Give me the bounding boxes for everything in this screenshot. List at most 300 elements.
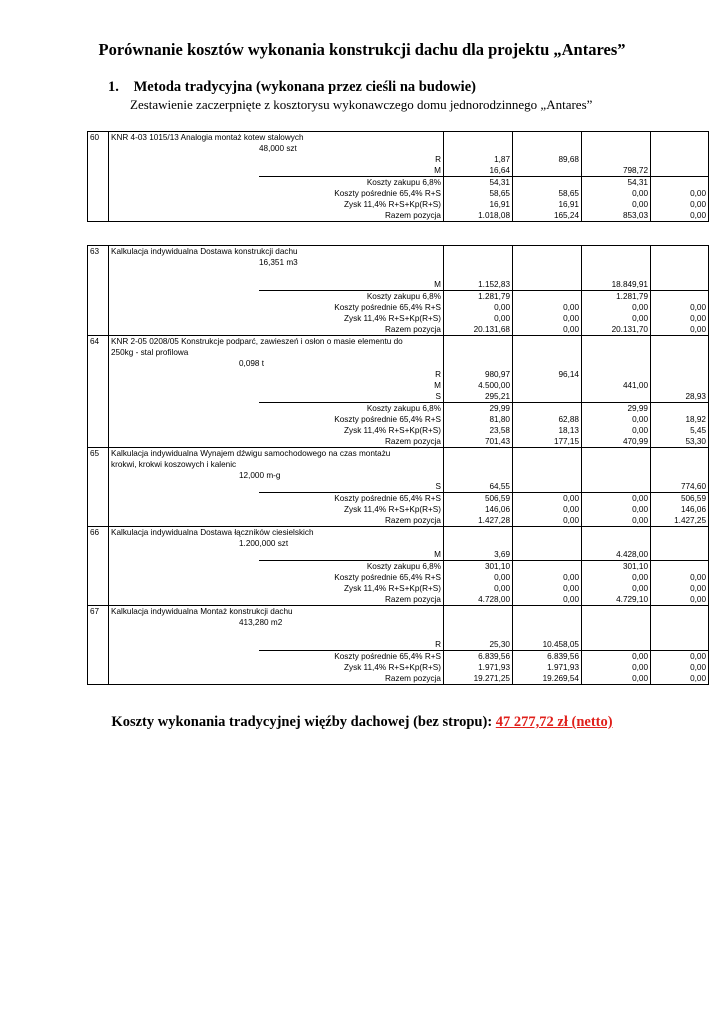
table-row (88, 324, 709, 336)
value-cell (582, 132, 651, 144)
item-number: 64 (88, 336, 109, 348)
table-row (88, 165, 709, 177)
table-row (88, 470, 709, 481)
value-cell: 0,00 (651, 662, 709, 673)
value-cell: 0,00 (582, 504, 651, 515)
table-row (88, 527, 709, 539)
item-description: KNR 4-03 1015/13 Analogia montaż kotew stalowych (109, 132, 444, 144)
section-number: 1. (108, 79, 119, 95)
value-cell: 980,97 (444, 369, 513, 380)
value-cell (651, 358, 709, 369)
value-cell: 19.269,54 (513, 673, 582, 685)
value-cell (651, 561, 709, 573)
value-cell: 54,31 (582, 177, 651, 189)
value-cell: 62,88 (513, 414, 582, 425)
empty-cell (109, 572, 259, 583)
value-cell (582, 369, 651, 380)
cost-label (259, 628, 444, 639)
value-cell (513, 538, 582, 549)
section-heading (108, 79, 476, 96)
table-row (88, 481, 709, 493)
table-row (88, 279, 709, 291)
item-number (88, 459, 109, 470)
value-cell (444, 470, 513, 481)
table-row (88, 662, 709, 673)
value-cell: 1.018,08 (444, 210, 513, 222)
value-cell: 0,00 (582, 651, 651, 663)
value-cell (582, 527, 651, 539)
value-cell: 0,00 (582, 515, 651, 527)
value-cell (513, 279, 582, 291)
value-cell (651, 380, 709, 391)
value-cell: 4.428,00 (582, 549, 651, 561)
cost-label: Koszty pośrednie 65,4% R+S (259, 651, 444, 663)
value-cell (651, 165, 709, 177)
cost-label: M (434, 280, 441, 289)
value-cell (513, 617, 582, 628)
cost-estimate-table-2 (87, 245, 709, 685)
value-cell: 29,99 (444, 403, 513, 415)
value-cell: 18,92 (651, 414, 709, 425)
table-row (88, 459, 709, 470)
empty-cell (109, 391, 259, 403)
value-cell: 0,00 (582, 572, 651, 583)
item-number (88, 347, 109, 358)
value-cell: 1.427,28 (444, 515, 513, 527)
value-cell (513, 459, 582, 470)
value-cell (513, 347, 582, 358)
item-number (88, 481, 109, 493)
cost-label: Koszty pośrednie 65,4% R+S (334, 189, 441, 198)
empty-cell (109, 165, 259, 177)
cost-label: R (435, 640, 441, 649)
value-cell (513, 336, 582, 348)
value-cell: 0,00 (513, 515, 582, 527)
item-number (88, 414, 109, 425)
cost-label: M (434, 381, 441, 390)
table-row (88, 268, 709, 279)
value-cell (651, 549, 709, 561)
value-cell (582, 606, 651, 618)
value-cell (651, 336, 709, 348)
empty-cell (109, 561, 259, 573)
value-cell (513, 403, 582, 415)
table-row (88, 403, 709, 415)
table-row (88, 188, 709, 199)
cost-label: R (435, 155, 441, 164)
cost-label: Koszty pośrednie 65,4% R+S (334, 303, 441, 312)
cost-label: Zysk 11,4% R+S+Kp(R+S) (344, 200, 441, 209)
table-row (88, 143, 709, 154)
value-cell (582, 154, 651, 165)
empty-cell (109, 268, 259, 279)
value-cell: 16,64 (444, 165, 513, 177)
value-cell: 0,00 (444, 302, 513, 313)
value-cell (513, 268, 582, 279)
empty-cell (109, 154, 259, 165)
empty-cell (109, 628, 259, 639)
value-cell (651, 291, 709, 303)
page-title: Porównanie kosztów wykonania konstrukcji dachu dla projektu „Antares” (98, 40, 626, 59)
value-cell: 0,00 (651, 324, 709, 336)
value-cell (651, 279, 709, 291)
empty-cell (109, 291, 259, 303)
value-cell (513, 291, 582, 303)
value-cell: 25,30 (444, 639, 513, 651)
cost-label: Razem pozycja (385, 595, 441, 604)
value-cell (651, 448, 709, 460)
empty-cell (109, 481, 259, 493)
value-cell (444, 538, 513, 549)
value-cell (582, 617, 651, 628)
value-cell: 96,14 (513, 369, 582, 380)
value-cell (444, 358, 513, 369)
table-row (88, 651, 709, 663)
item-number (88, 639, 109, 651)
value-cell (513, 177, 582, 189)
value-cell: 0,00 (582, 414, 651, 425)
value-cell: 16,91 (513, 199, 582, 210)
value-cell: 0,00 (582, 199, 651, 210)
value-cell (513, 246, 582, 258)
item-number (88, 154, 109, 165)
value-cell (513, 606, 582, 618)
item-description: Kalkulacja indywidualna Dostawa konstrukcji dachu (109, 246, 444, 258)
item-number (88, 425, 109, 436)
value-cell: 29,99 (582, 403, 651, 415)
item-number (88, 302, 109, 313)
value-cell (651, 639, 709, 651)
value-cell: 177,15 (513, 436, 582, 448)
empty-cell (109, 583, 259, 594)
value-cell (444, 257, 513, 268)
item-number (88, 324, 109, 336)
empty-cell (109, 651, 259, 663)
table-row (88, 177, 709, 189)
value-cell (582, 448, 651, 460)
value-cell: 0,00 (444, 313, 513, 324)
value-cell: 54,31 (444, 177, 513, 189)
value-cell: 295,21 (444, 391, 513, 403)
value-cell (513, 165, 582, 177)
table-row (88, 594, 709, 606)
table-row (88, 358, 709, 369)
empty-cell (109, 199, 259, 210)
item-description: 0,098 t (239, 359, 265, 368)
value-cell: 0,00 (513, 493, 582, 505)
table-row (88, 639, 709, 651)
value-cell: 20.131,68 (444, 324, 513, 336)
cost-label: Koszty pośrednie 65,4% R+S (259, 493, 444, 505)
value-cell: 301,10 (444, 561, 513, 573)
table-row (88, 380, 709, 391)
value-cell (513, 549, 582, 561)
value-cell: 58,65 (444, 188, 513, 199)
value-cell: 3,69 (444, 549, 513, 561)
value-cell (444, 527, 513, 539)
value-cell (513, 391, 582, 403)
empty-cell (109, 188, 259, 199)
section-subheading: Zestawienie zaczerpnięte z kosztorysu wykonawczego domu jednorodzinnego „Antares” (130, 97, 593, 112)
value-cell (513, 358, 582, 369)
value-cell: 0,00 (582, 493, 651, 505)
item-number: 67 (88, 606, 109, 618)
value-cell (513, 448, 582, 460)
cost-estimate-table-1 (87, 131, 709, 222)
value-cell (513, 561, 582, 573)
value-cell (513, 380, 582, 391)
section-title: Metoda tradycyjna (wykonana przez cieśli na budowie) (133, 79, 476, 95)
value-cell (444, 628, 513, 639)
value-cell (444, 246, 513, 258)
value-cell (444, 606, 513, 618)
item-number (88, 199, 109, 210)
value-cell (582, 358, 651, 369)
empty-cell (109, 493, 259, 505)
value-cell (582, 336, 651, 348)
item-number: 65 (88, 448, 109, 460)
item-description: 12,000 m-g (239, 471, 281, 480)
table-row (88, 617, 709, 628)
item-number (88, 403, 109, 415)
value-cell (651, 403, 709, 415)
value-cell: 0,00 (513, 324, 582, 336)
item-number (88, 369, 109, 380)
empty-cell (109, 414, 259, 425)
value-cell (582, 481, 651, 493)
value-cell: 19.271,25 (444, 673, 513, 685)
value-cell: 0,00 (651, 673, 709, 685)
item-description: 1.200,000 szt (239, 539, 289, 548)
value-cell: 4.500,00 (444, 380, 513, 391)
value-cell: 6.839,56 (444, 651, 513, 663)
value-cell: 1.427,25 (651, 515, 709, 527)
table-row (88, 515, 709, 527)
item-number (88, 617, 109, 628)
empty-cell (109, 662, 259, 673)
cost-label: Koszty zakupu 6,8% (259, 561, 444, 573)
item-number (88, 628, 109, 639)
cost-label: Koszty pośrednie 65,4% R+S (334, 573, 441, 582)
value-cell: 0,00 (651, 302, 709, 313)
cost-label: Zysk 11,4% R+S+Kp(R+S) (344, 314, 441, 323)
item-number: 60 (88, 132, 109, 144)
value-cell: 0,00 (513, 583, 582, 594)
table-row (88, 606, 709, 618)
value-cell: 701,43 (444, 436, 513, 448)
cost-label: Koszty zakupu 6,8% (259, 177, 444, 189)
item-number (88, 143, 109, 154)
item-description: Kalkulacja indywidualna Dostawa łączników ciesielskich (109, 527, 444, 539)
item-number (88, 549, 109, 561)
value-cell: 0,00 (582, 425, 651, 436)
table-row (88, 391, 709, 403)
cost-label: Razem pozycja (259, 673, 444, 685)
value-cell: 0,00 (651, 594, 709, 606)
table-row (88, 414, 709, 425)
value-cell: 1.281,79 (582, 291, 651, 303)
summary-label: Koszty wykonania tradycyjnej więźby dachowej (bez stropu): (111, 714, 493, 730)
value-cell: 798,72 (582, 165, 651, 177)
value-cell: 470,99 (582, 436, 651, 448)
value-cell (582, 391, 651, 403)
value-cell: 16,91 (444, 199, 513, 210)
item-description: 48,000 szt (259, 144, 297, 153)
table-row (88, 257, 709, 268)
value-cell (582, 639, 651, 651)
value-cell: 0,00 (651, 583, 709, 594)
value-cell: 0,00 (582, 583, 651, 594)
value-cell: 0,00 (582, 188, 651, 199)
empty-cell (109, 549, 259, 561)
item-number (88, 268, 109, 279)
value-cell: 1.152,83 (444, 279, 513, 291)
value-cell (582, 470, 651, 481)
table-row (88, 425, 709, 436)
cost-label: Razem pozycja (385, 437, 441, 446)
item-number (88, 651, 109, 663)
cost-label: Koszty pośrednie 65,4% R+S (334, 415, 441, 424)
item-number (88, 313, 109, 324)
value-cell (444, 617, 513, 628)
empty-cell (109, 279, 259, 291)
value-cell (513, 143, 582, 154)
item-number: 63 (88, 246, 109, 258)
value-cell: 4.728,00 (444, 594, 513, 606)
table-row (88, 504, 709, 515)
table-row (88, 132, 709, 144)
table-row (88, 302, 709, 313)
value-cell (651, 347, 709, 358)
value-cell (582, 347, 651, 358)
value-cell: 853,03 (582, 210, 651, 222)
item-number (88, 380, 109, 391)
cost-label: Razem pozycja (259, 210, 444, 222)
value-cell (444, 347, 513, 358)
value-cell (651, 268, 709, 279)
cost-label: Zysk 11,4% R+S+Kp(R+S) (344, 663, 441, 672)
summary-amount: 47 277,72 zł (netto) (495, 714, 613, 730)
value-cell: 10.458,05 (513, 639, 582, 651)
value-cell (651, 527, 709, 539)
value-cell (513, 470, 582, 481)
empty-cell (109, 504, 259, 515)
empty-cell (109, 515, 259, 527)
value-cell: 165,24 (513, 210, 582, 222)
cost-label: M (434, 166, 441, 175)
empty-cell (109, 324, 259, 336)
cost-label: Zysk 11,4% R+S+Kp(R+S) (344, 584, 441, 593)
item-number (88, 279, 109, 291)
value-cell: 20.131,70 (582, 324, 651, 336)
cost-label: S (435, 482, 441, 491)
table-row (88, 246, 709, 258)
value-cell (651, 132, 709, 144)
value-cell (582, 459, 651, 470)
empty-cell (109, 369, 259, 380)
value-cell: 0,00 (513, 594, 582, 606)
value-cell (651, 154, 709, 165)
value-cell: 81,80 (444, 414, 513, 425)
item-number (88, 594, 109, 606)
item-number (88, 358, 109, 369)
table-row (88, 369, 709, 380)
value-cell: 5,45 (651, 425, 709, 436)
item-description: 16,351 m3 (259, 258, 298, 267)
item-number (88, 538, 109, 549)
item-description: KNR 2-05 0208/05 Konstrukcje podparć, zawieszeń i osłon o masie elementu do (109, 336, 444, 348)
table-row (88, 313, 709, 324)
value-cell: 18,13 (513, 425, 582, 436)
value-cell (582, 143, 651, 154)
value-cell: 6.839,56 (513, 651, 582, 663)
value-cell (651, 538, 709, 549)
item-number (88, 561, 109, 573)
empty-cell (109, 210, 259, 222)
value-cell (582, 246, 651, 258)
item-number (88, 493, 109, 505)
item-number (88, 257, 109, 268)
value-cell: 0,00 (651, 313, 709, 324)
empty-cell (109, 302, 259, 313)
value-cell: 0,00 (513, 504, 582, 515)
value-cell (651, 617, 709, 628)
item-number (88, 572, 109, 583)
table-row (88, 199, 709, 210)
table-row (88, 549, 709, 561)
item-number (88, 583, 109, 594)
value-cell (582, 538, 651, 549)
cost-label: M (434, 550, 441, 559)
empty-cell (109, 425, 259, 436)
value-cell (444, 268, 513, 279)
empty-cell (109, 436, 259, 448)
value-cell: 0,00 (582, 313, 651, 324)
table-row (88, 336, 709, 348)
table-row (88, 628, 709, 639)
item-number (88, 188, 109, 199)
table-row (88, 572, 709, 583)
value-cell (582, 257, 651, 268)
value-cell: 4.729,10 (582, 594, 651, 606)
value-cell: 0,00 (582, 302, 651, 313)
value-cell: 0,00 (651, 651, 709, 663)
item-description: Kalkulacja indywidualna Wynajem dźwigu samochodowego na czas montażu (109, 448, 444, 460)
table-row (88, 347, 709, 358)
table-row (88, 561, 709, 573)
value-cell (513, 527, 582, 539)
table-row (88, 210, 709, 222)
value-cell: 1.971,93 (513, 662, 582, 673)
value-cell (444, 336, 513, 348)
item-number (88, 662, 109, 673)
cost-label: Koszty zakupu 6,8% (259, 291, 444, 303)
value-cell: 1,87 (444, 154, 513, 165)
value-cell (651, 628, 709, 639)
value-cell: 0,00 (582, 673, 651, 685)
value-cell (513, 481, 582, 493)
value-cell: 146,06 (651, 504, 709, 515)
value-cell: 0,00 (513, 572, 582, 583)
cost-label (259, 268, 444, 279)
empty-cell (109, 594, 259, 606)
value-cell: 301,10 (582, 561, 651, 573)
value-cell (444, 143, 513, 154)
value-cell (582, 268, 651, 279)
value-cell: 1.971,93 (444, 662, 513, 673)
empty-cell (109, 380, 259, 391)
item-description: 413,280 m2 (239, 618, 283, 627)
